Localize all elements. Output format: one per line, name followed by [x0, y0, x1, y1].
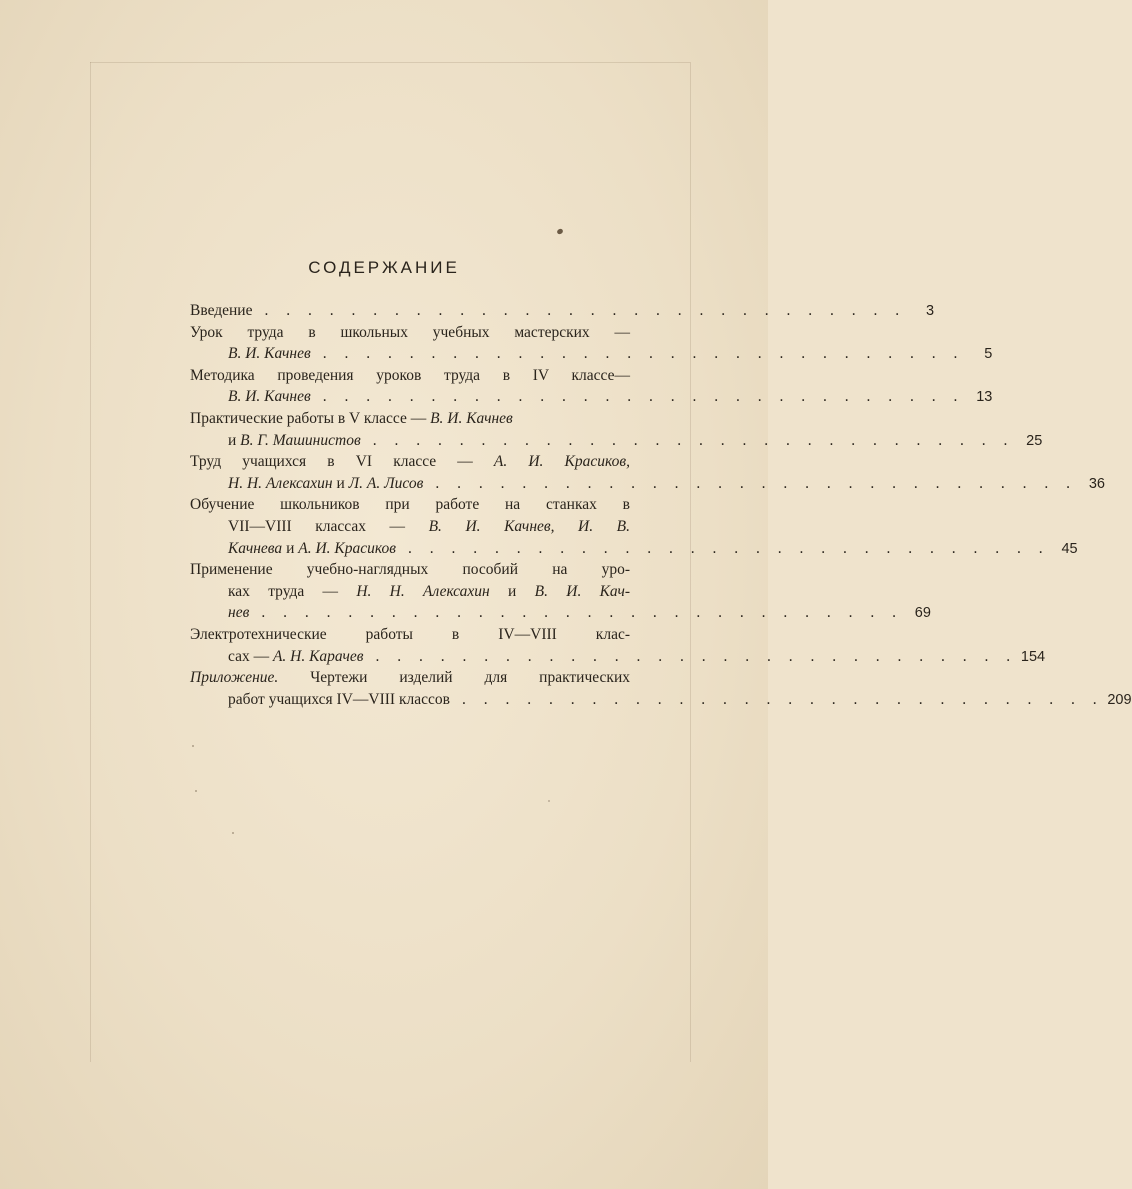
- page-number: 25: [1026, 432, 1043, 449]
- dot-leader: . . . . . . . . . . . . . . . . . . . . . . . . . . . . . .: [261, 604, 903, 622]
- entry-title-text: Урок труда в школьных учебных мастерских —: [190, 323, 630, 341]
- toc-line: [190, 538, 1078, 560]
- author-name: В. Г. Машинистов: [240, 431, 361, 449]
- entry-title-text: Электротехнические работы в IV—VIII клас-: [190, 625, 630, 643]
- dot-leader: . . . . . . . . . . . . . . . . . . . . . . . . . . . . . .: [322, 388, 965, 406]
- page-number: 45: [1061, 540, 1078, 557]
- author-name: В. И. Качнев: [228, 388, 311, 406]
- dot-leader: . . . . . . . . . . . . . . . . . . . . . . . . . . . . . .: [322, 345, 965, 363]
- dot-leader: . . . . . . . . . . . . . . . . . . . . . . . . . . . . . .: [372, 431, 1015, 449]
- dot-leader: . . . . . . . . . . . . . . . . . . . . . . . . . . . . . .: [407, 539, 1050, 557]
- toc-entry-text: [190, 300, 252, 322]
- author-name: Качнева: [228, 539, 283, 557]
- author-name: В. И. Качнев: [430, 409, 513, 427]
- toc-line: [190, 689, 1132, 711]
- toc-line: [190, 386, 993, 408]
- toc-entry-text: [190, 322, 630, 344]
- toc-entry-text: [228, 689, 450, 711]
- toc-line: [190, 451, 630, 473]
- ink-speck: [192, 745, 194, 747]
- entry-title-text: Обучение школьников при работе на станках в: [190, 496, 630, 514]
- toc-entry-text: [228, 646, 363, 668]
- dot-leader: . . . . . . . . . . . . . . . . . . . . . . . . . . . . . .: [375, 647, 1018, 665]
- ink-speck: [548, 800, 550, 802]
- toc-entry-text: [228, 581, 630, 603]
- toc-entry-text: [190, 559, 630, 581]
- entry-title-text: VII—VIII классах —: [228, 517, 429, 535]
- toc-entry: [190, 365, 993, 408]
- toc-line: [190, 559, 630, 581]
- author-name: Л. А. Лисов: [348, 474, 424, 492]
- page-edge-left: [90, 62, 91, 1062]
- toc-entry-text: [228, 602, 249, 624]
- ink-speck: [232, 832, 234, 834]
- page-number: 36: [1088, 475, 1105, 492]
- author-name: В. И. Качнев: [228, 345, 311, 363]
- toc-line: [190, 430, 1043, 452]
- entry-title-text: и: [489, 582, 535, 600]
- entry-title-text: Практические работы в V классе —: [190, 409, 431, 427]
- page-number: 3: [926, 303, 935, 319]
- entry-title-text: Применение учебно-наглядных пособий на уро-: [190, 561, 630, 579]
- toc-entry-text: [228, 538, 396, 560]
- page-number: 13: [976, 389, 993, 406]
- toc-entry-text: [228, 386, 311, 408]
- entry-title-text: и: [228, 431, 241, 449]
- toc-entry-text: [190, 667, 630, 689]
- toc-entry-text: [190, 494, 630, 516]
- toc-line: [190, 322, 630, 344]
- entry-title-text: Методика проведения уроков труда в IV классе—: [190, 366, 630, 384]
- toc-line: [190, 365, 630, 387]
- entry-title-text: и: [282, 539, 299, 557]
- toc-entry-text: [228, 343, 311, 365]
- entry-title-text: работ учащихся IV—VIII классов: [228, 690, 450, 708]
- author-name: Н. Н. Алексахин: [356, 582, 490, 600]
- page-edge-right: [690, 62, 691, 1062]
- toc-entry-text: [190, 451, 630, 473]
- toc-line: [190, 646, 1046, 668]
- page-number: 5: [984, 346, 993, 363]
- toc-line: [190, 581, 630, 603]
- toc-entry: [190, 300, 935, 322]
- ink-speck: [556, 228, 564, 235]
- toc-line: [190, 473, 1105, 495]
- toc-entry: [190, 451, 1105, 494]
- toc-entry: [190, 494, 1078, 559]
- toc-entry-text: [228, 430, 361, 452]
- toc-line: [190, 624, 630, 646]
- dot-leader: . . . . . . . . . . . . . . . . . . . . . . . . . . . . . .: [461, 690, 1104, 708]
- toc-line: [190, 343, 993, 365]
- toc-entry-text: [228, 516, 630, 538]
- toc-entry: [190, 408, 1043, 451]
- author-name: В. И. Качнев, И. В.: [428, 517, 631, 535]
- toc-entry-text: [190, 365, 630, 387]
- toc-entry: [190, 559, 931, 624]
- dot-leader: . . . . . . . . . . . . . . . . . . . . . . . . . . . . . .: [435, 474, 1077, 492]
- author-name: нев: [228, 604, 250, 622]
- entry-title-text: Чертежи изделий для практических: [278, 669, 630, 687]
- page-number: 69: [914, 605, 931, 622]
- entry-title-text: сах —: [228, 647, 273, 665]
- author-name: В. И. Кач-: [534, 582, 631, 600]
- toc-line: [190, 667, 630, 689]
- toc-entry-text: [190, 408, 513, 430]
- toc-entry-text: [228, 473, 423, 495]
- toc-line: [190, 408, 630, 430]
- toc-entry: [190, 624, 1046, 667]
- toc-entry: [190, 322, 993, 365]
- page-title: СОДЕРЖАНИЕ: [308, 258, 460, 277]
- dot-leader: . . . . . . . . . . . . . . . . . . . . . . . . . . . . . .: [264, 302, 907, 319]
- toc-line: [190, 602, 931, 624]
- author-name: Приложение.: [190, 669, 279, 687]
- entry-title-text: Введение: [190, 302, 253, 319]
- author-name: А. И. Красиков,: [493, 453, 630, 471]
- author-name: А. Н. Карачев: [272, 647, 364, 665]
- author-name: А. И. Красиков: [298, 539, 396, 557]
- entry-title-text: ках труда —: [228, 582, 357, 600]
- page-number: 154: [1020, 648, 1046, 665]
- toc-entry: [190, 667, 1132, 710]
- page-edge-top: [90, 62, 690, 63]
- ink-speck: [195, 790, 197, 792]
- toc-line: [190, 516, 630, 538]
- toc-entry-text: [190, 624, 630, 646]
- author-name: Н. Н. Алексахин: [228, 474, 333, 492]
- entry-title-text: и: [332, 474, 349, 492]
- page-number: 209: [1107, 691, 1132, 708]
- table-of-contents: [190, 300, 1132, 710]
- entry-title-text: Труд учащихся в VI классе —: [190, 453, 494, 471]
- toc-line: [190, 494, 630, 516]
- toc-line: [190, 300, 935, 322]
